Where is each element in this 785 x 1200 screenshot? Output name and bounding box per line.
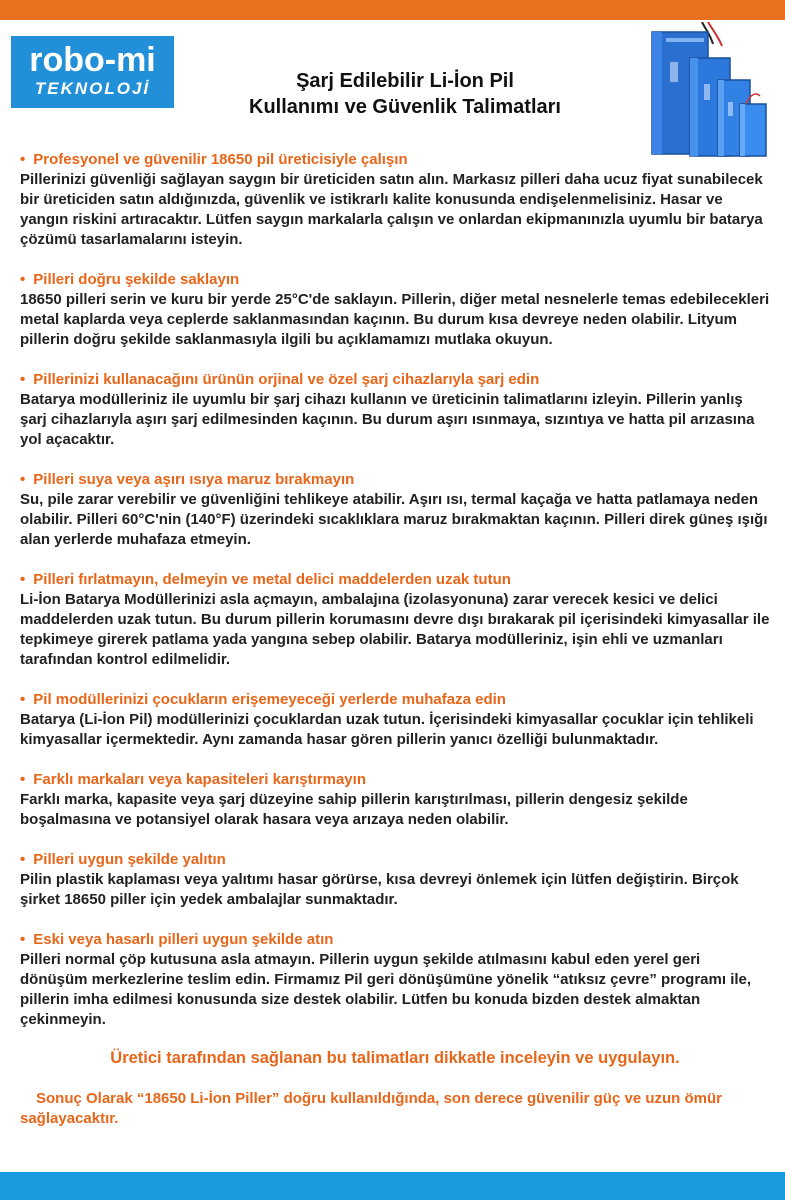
bullet-icon: • xyxy=(20,931,26,948)
final-note: Üretici tarafından sağlanan bu talimatları dikkatle inceleyin ve uygulayın. xyxy=(110,1049,680,1067)
section-heading: • Pilleri fırlatmayın, delmeyin ve metal delici maddelerden uzak tutun xyxy=(20,571,511,588)
instruction-section xyxy=(20,370,770,450)
bullet-icon: • xyxy=(20,271,26,288)
section-body: Su, pile zarar verebilir ve güvenliğini tehlikeye atabilir. Aşırı ısı, termal kaçağa ve hatta patlamaya neden olabilir. Pilleri 60°C'nin (140°F) üzerindeki sıcaklıklara maruz bırakmaktan kaçının. Pilleri direk güneş ışığı alan yerlerde muhafaza etmeyin. xyxy=(20,491,768,548)
section-heading: • Pilleri doğru şekilde saklayın xyxy=(20,271,240,288)
bullet-icon: • xyxy=(20,771,26,788)
instruction-section xyxy=(20,850,770,910)
section-body: 18650 pilleri serin ve kuru bir yerde 25°C'de saklayın. Pillerin, diğer metal nesnelerle temas edebilecekleri metal kaplarda veya ceplerde saklanmasından kaçının. Bu durum kısa devreye neden olabilir. Lityum pillerin doğru şekilde saklanmasıyla ilgili bu açıklamamızı mutlaka okuyun. xyxy=(20,291,770,348)
section-heading: • Farklı markaları veya kapasiteleri karıştırmayın xyxy=(20,771,366,788)
page-title xyxy=(180,68,630,120)
section-body: Li-İon Batarya Modüllerinizi asla açmayın, ambalajına (izolasyonuna) zarar verecek kesici ve delici maddelerden uzak tutun. Bu durum pillerin korumasını devre dışı bırakarak pil içerisindeki kimyasallar ile tepkimeye girerek patlama yada yangına sebep olabilir. Batarya modülleriniz, işin ehli ve uzmanları tarafından kontrol edilmelidir. xyxy=(20,591,770,668)
bottom-accent-bar xyxy=(0,1172,785,1200)
bullet-icon: • xyxy=(20,571,26,588)
section-heading: • Pil modüllerinizi çocukların erişemeyeceği yerlerde muhafaza edin xyxy=(20,691,506,708)
title-line-1: Şarj Edilebilir Li-İon Pil xyxy=(296,70,514,92)
battery-pack-image xyxy=(640,22,775,160)
company-logo xyxy=(11,36,174,108)
bullet-icon: • xyxy=(20,371,26,388)
section-heading: • Profesyonel ve güvenilir 18650 pil üreticisiyle çalışın xyxy=(20,151,408,168)
instruction-section xyxy=(20,150,770,250)
bullet-icon: • xyxy=(20,691,26,708)
instruction-section xyxy=(20,470,770,550)
bullet-icon: • xyxy=(20,151,26,168)
section-heading: • Pilleri uygun şekilde yalıtın xyxy=(20,851,226,868)
logo-sub-text: TEKNOLOJİ xyxy=(34,79,151,98)
section-body: Batarya (Li-İon Pil) modüllerinizi çocuklardan uzak tutun. İçerisindeki kimyasallar çocuklar için tehlikeli kimyasallar içermektedir. Aynı zamanda hasar gören pillerin yanıcı özelliği bulunmaktadır. xyxy=(20,711,754,748)
section-body: Batarya modülleriniz ile uyumlu bir şarj cihazı kullanın ve üreticinin talimatlarını izleyin. Pillerin yanlış şarj cihazlarıyla aşırı şarj edilmesinden kaçının. Bu durum aşırı ısınmaya, sızıntıya ve hatta pil arızasına yol açacaktır. xyxy=(20,391,755,448)
bullet-icon: • xyxy=(20,471,26,488)
top-accent-bar xyxy=(0,0,785,20)
section-heading: • Pillerinizi kullanacağını ürünün orjinal ve özel şarj cihazlarıyla şarj edin xyxy=(20,371,540,388)
instruction-section xyxy=(20,930,770,1030)
instruction-section xyxy=(20,270,770,350)
section-heading: • Pilleri suya veya aşırı ısıya maruz bırakmayın xyxy=(20,471,355,488)
instruction-section xyxy=(20,770,770,830)
title-line-2: Kullanımı ve Güvenlik Talimatları xyxy=(249,96,561,118)
instruction-section xyxy=(20,690,770,750)
section-body: Farklı marka, kapasite veya şarj düzeyine sahip pillerin karıştırılması, pillerin dengesiz şekilde boşalmasına ve potansiyel olarak hasara veya arızaya neden olabilir. xyxy=(20,791,688,828)
conclusion-text: Sonuç Olarak “18650 Li-İon Piller” doğru kullanıldığında, son derece güvenilir güç ve uzun ömür sağlayacaktır. xyxy=(20,1090,722,1127)
section-heading: • Eski veya hasarlı pilleri uygun şekilde atın xyxy=(20,931,334,948)
logo-main-text: robo-mi xyxy=(29,41,156,79)
instruction-section xyxy=(20,570,770,670)
instructions-list xyxy=(20,150,770,1050)
bullet-icon: • xyxy=(20,851,26,868)
section-body: Pilin plastik kaplaması veya yalıtımı hasar görürse, kısa devreyi önlemek için lütfen değiştirin. Birçok şirket 18650 piller için yedek ambalajlar sunmaktadır. xyxy=(20,871,739,908)
section-body: Pillerinizi güvenliği sağlayan saygın bir üreticiden satın alın. Markasız pilleri daha ucuz fiyat sunabilecek bir üreticiden satın aldığınızda, güvenlik ve istikrarlı kalite konusunda endişelenmelisiniz. Hasar ve yangın riskini artıracaktır. Lütfen saygın markalarla çalışın ve onlardan ekipmanınızla uyumlu bir batarya çözümü tasarlamalarını isteyin. xyxy=(20,171,763,248)
section-body: Pilleri normal çöp kutusuna asla atmayın. Pillerin uygun şekilde atılmasını kabul eden yerel geri dönüşüm merkezlerine teslim edin. Firmamız Pil geri dönüşümüne yönelik “atıksız çevre” programı ile, pillerin imha edilmesi konusunda size destek olabilir. Lütfen bu konuda bizden destek almaktan çekinmeyin. xyxy=(20,951,752,1028)
